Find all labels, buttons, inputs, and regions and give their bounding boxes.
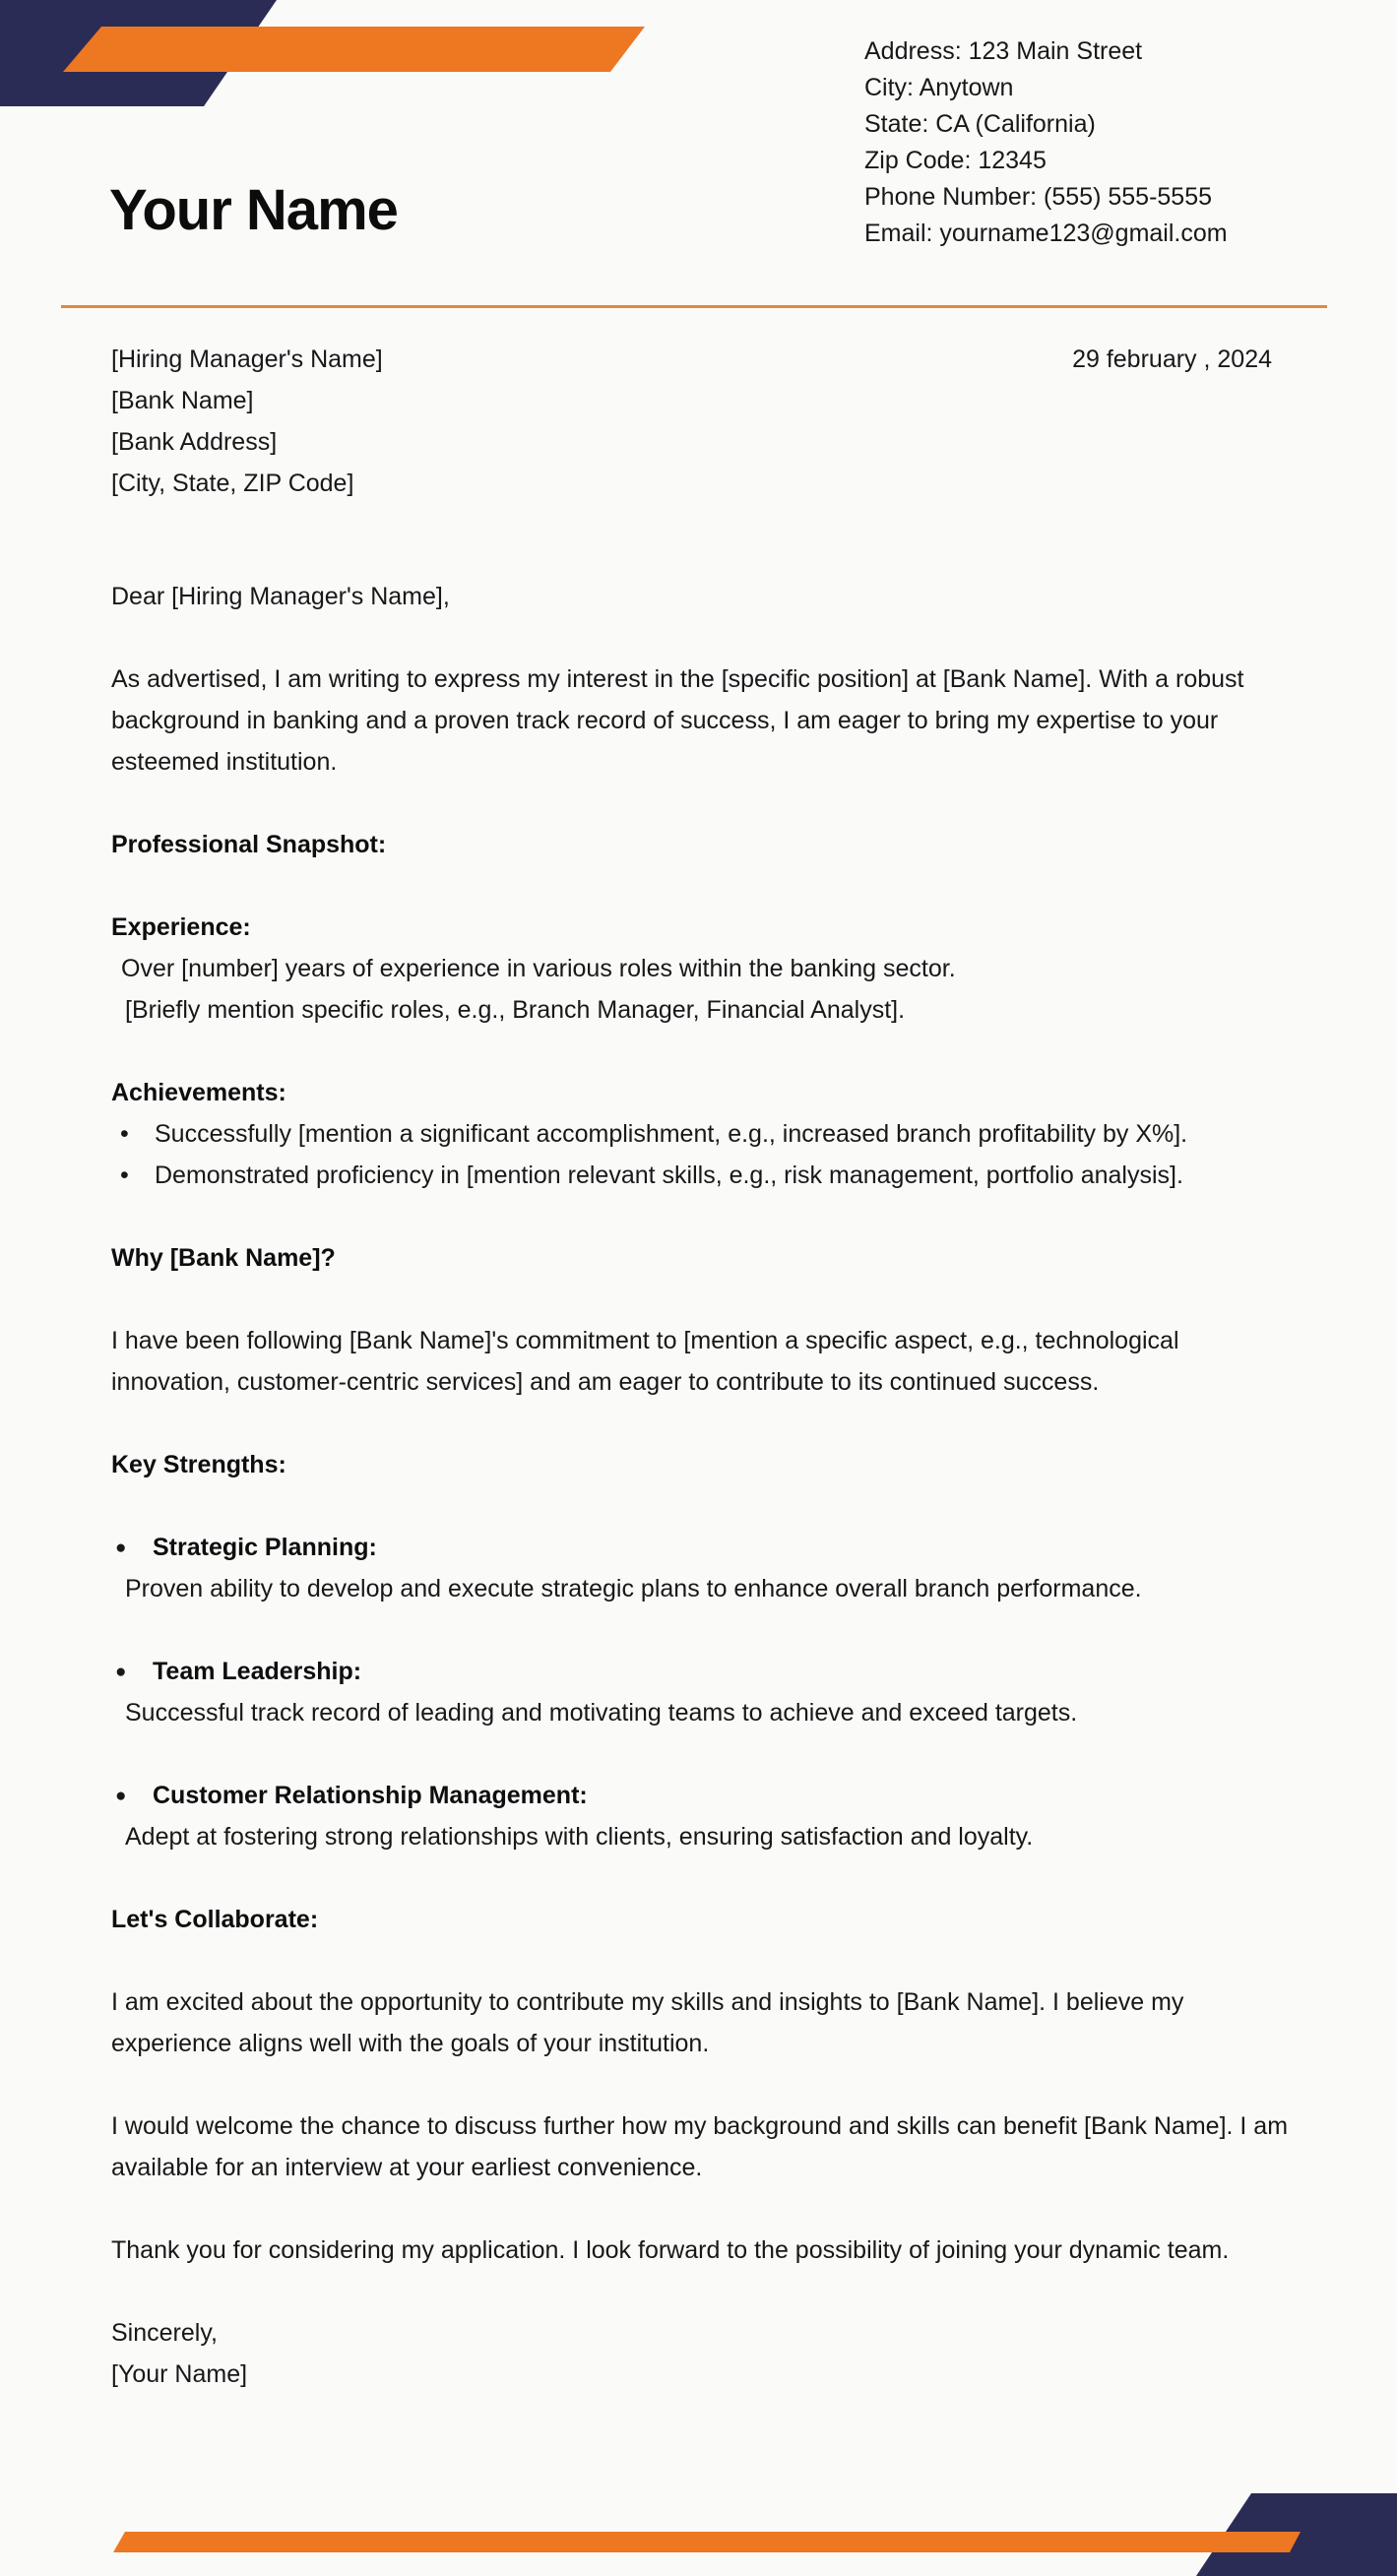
heading-why-bank: Why [Bank Name]?	[111, 1244, 336, 1272]
closing: Sincerely,	[111, 2319, 218, 2347]
letter-date: 29 february , 2024	[1072, 346, 1272, 373]
experience-line: Over [number] years of experience in various roles within the banking sector.	[121, 955, 956, 982]
strength-item	[111, 1775, 1298, 1857]
strength-desc: Successful track record of leading and motivating teams to achieve and exceed targets.	[125, 1699, 1078, 1727]
recipient-line-address: [Bank Address]	[111, 428, 278, 456]
header-orange-shape	[63, 27, 645, 72]
strength-desc: Proven ability to develop and execute strategic plans to enhance overall branch performance.	[125, 1575, 1142, 1602]
signature: [Your Name]	[111, 2360, 248, 2388]
contact-address: Address: 123 Main Street	[864, 37, 1143, 65]
heading-key-strengths: Key Strengths:	[111, 1451, 286, 1478]
contact-zip: Zip Code: 12345	[864, 147, 1047, 174]
footer-navy-shape	[1196, 2493, 1397, 2576]
contact-state: State: CA (California)	[864, 110, 1096, 138]
collaborate-paragraph: I would welcome the chance to discuss further how my background and skills can benefit [Bank Name]. I am available for an interview at your earliest convenience.	[111, 2112, 1289, 2181]
bullet-icon: ●	[115, 1662, 127, 1682]
header-divider-line	[61, 305, 1327, 308]
heading-experience: Experience:	[111, 913, 251, 941]
achievement-item	[111, 1113, 1298, 1155]
strength-label-row	[111, 1775, 1298, 1816]
thanks-paragraph: Thank you for considering my application. I look forward to the possibility of joining your dynamic team.	[111, 2236, 1230, 2264]
salutation: Dear [Hiring Manager's Name],	[111, 583, 450, 610]
heading-lets-collaborate: Let's Collaborate:	[111, 1906, 319, 1933]
intro-paragraph: As advertised, I am writing to express my interest in the [specific position] at [Bank Name]. With a robust background in banking and a proven track record of success, I am eager to bring my expertise to your esteemed institution.	[111, 665, 1244, 776]
contact-info-block	[864, 33, 1228, 252]
strength-label: Team Leadership:	[153, 1658, 362, 1685]
bullet-icon: •	[120, 1162, 129, 1189]
achievement-text: Successfully [mention a significant accomplishment, e.g., increased branch profitability by X%].	[155, 1120, 1188, 1148]
heading-professional-snapshot: Professional Snapshot:	[111, 831, 387, 858]
heading-achievements: Achievements:	[111, 1079, 286, 1106]
contact-city: City: Anytown	[864, 74, 1014, 101]
strength-label-row	[111, 1651, 1298, 1692]
strength-label-row	[111, 1527, 1298, 1568]
contact-email: Email: yourname123@gmail.com	[864, 220, 1228, 247]
strength-desc: Adept at fostering strong relationships with clients, ensuring satisfaction and loyalty.	[125, 1823, 1034, 1851]
contact-phone: Phone Number: (555) 555-5555	[864, 183, 1213, 211]
page-title: Your Name	[109, 178, 398, 242]
bullet-icon: •	[120, 1120, 129, 1148]
strength-label: Strategic Planning:	[153, 1534, 377, 1561]
strength-label: Customer Relationship Management:	[153, 1782, 588, 1809]
achievement-text: Demonstrated proficiency in [mention relevant skills, e.g., risk management, portfolio analysis].	[155, 1162, 1183, 1189]
strength-item	[111, 1527, 1298, 1609]
why-bank-paragraph: I have been following [Bank Name]'s commitment to [mention a specific aspect, e.g., technological innovation, customer-centric services] and am eager to contribute to its continued success.	[111, 1327, 1179, 1396]
experience-line: [Briefly mention specific roles, e.g., Branch Manager, Financial Analyst].	[125, 996, 906, 1024]
bullet-icon: ●	[115, 1538, 127, 1558]
header-navy-shape	[0, 0, 277, 106]
achievement-item	[111, 1155, 1298, 1196]
strength-item	[111, 1651, 1298, 1733]
letter-body	[111, 339, 1298, 2395]
recipient-block	[111, 339, 1298, 504]
bullet-icon: ●	[115, 1786, 127, 1806]
collaborate-paragraph: I am excited about the opportunity to contribute my skills and insights to [Bank Name]. I believe my experience aligns well with the goals of your institution.	[111, 1988, 1184, 2057]
recipient-line-city: [City, State, ZIP Code]	[111, 470, 354, 497]
recipient-line-name: [Hiring Manager's Name]	[111, 346, 383, 373]
recipient-line-bank: [Bank Name]	[111, 387, 254, 414]
footer-orange-shape	[113, 2532, 1301, 2552]
